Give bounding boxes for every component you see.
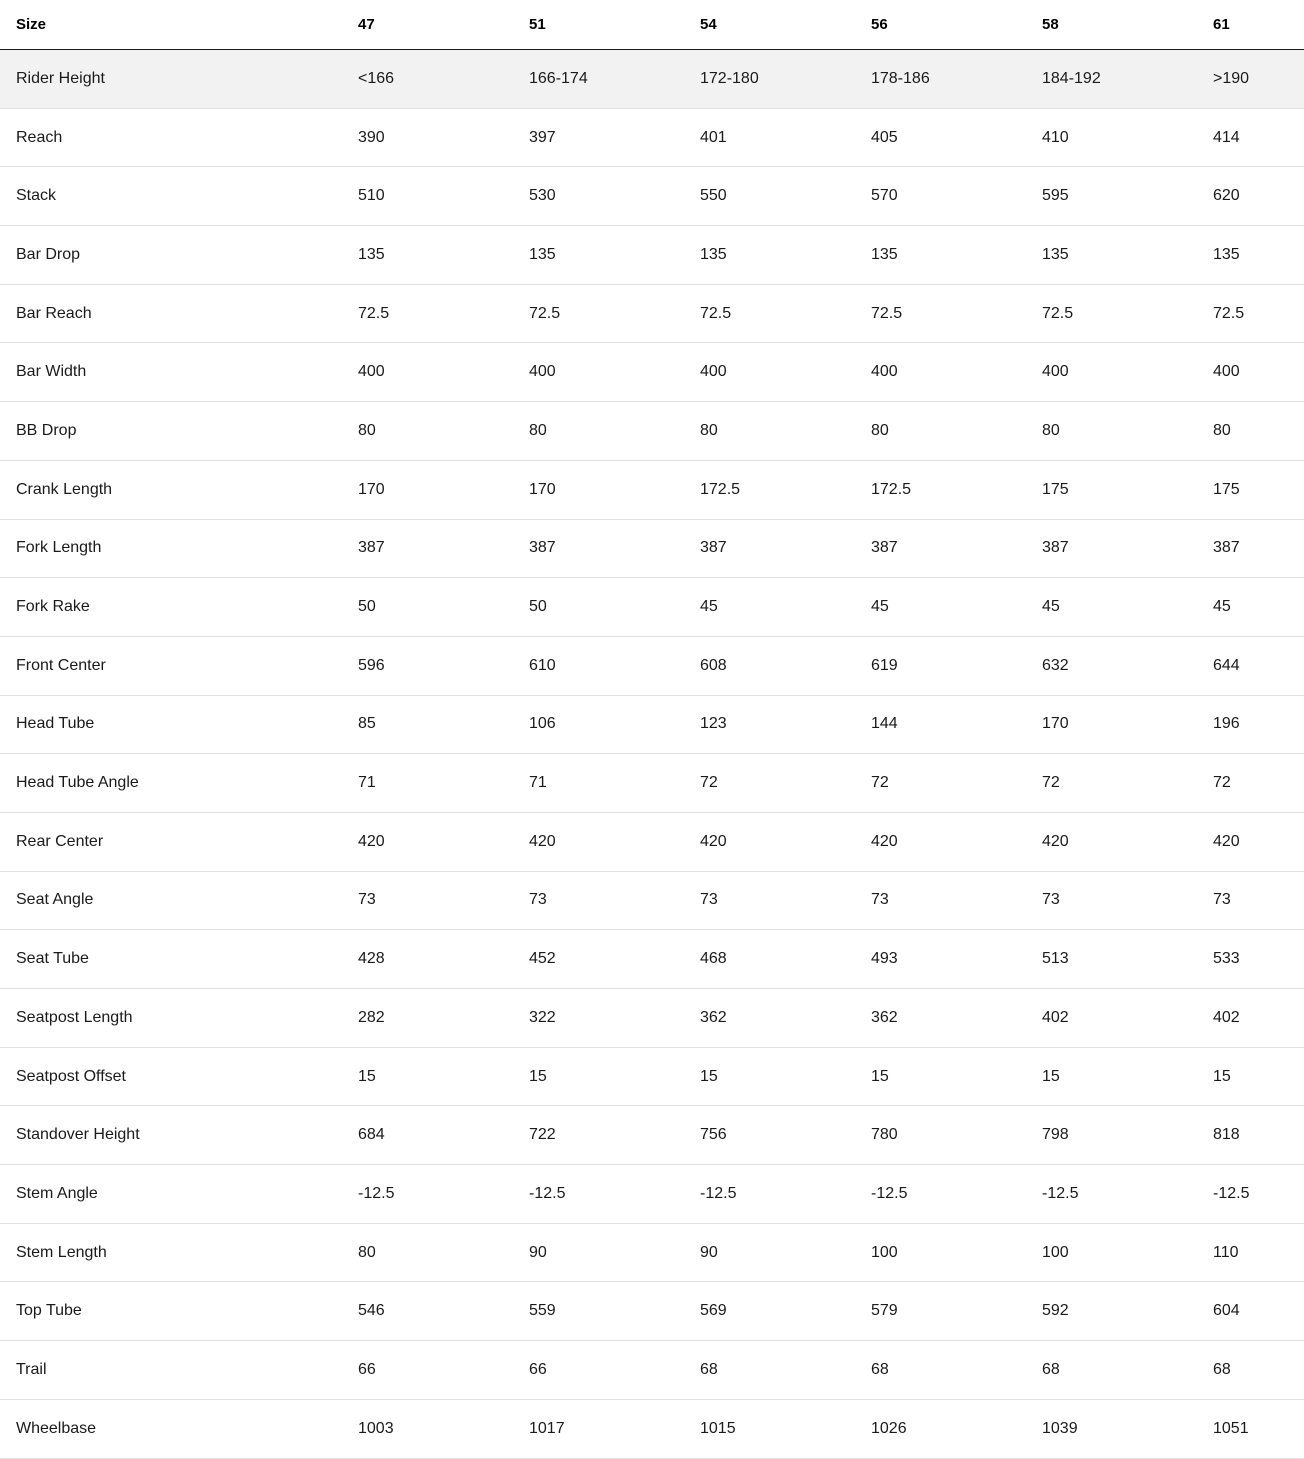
row-value: 632	[1042, 656, 1069, 674]
row-value: 15	[871, 1067, 889, 1085]
row-value: 608	[700, 656, 727, 674]
table-row	[0, 1341, 1304, 1400]
row-value: -12.5	[529, 1184, 566, 1202]
row-value: 100	[1042, 1243, 1069, 1261]
row-value: 72.5	[529, 304, 561, 322]
row-value: 68	[1213, 1360, 1231, 1378]
row-value: 72.5	[1213, 304, 1245, 322]
table-row	[0, 1282, 1304, 1341]
row-label: BB Drop	[16, 421, 77, 439]
row-value: 387	[1213, 539, 1240, 557]
row-value: 400	[1213, 363, 1240, 381]
row-value: 45	[1042, 598, 1060, 616]
header-size-58: 58	[1042, 16, 1059, 33]
row-value: 196	[1213, 715, 1240, 733]
table-row	[0, 872, 1304, 931]
row-value: 72.5	[871, 304, 903, 322]
row-value: 420	[1213, 832, 1240, 850]
row-value: 73	[871, 891, 889, 909]
row-value: 15	[1213, 1067, 1231, 1085]
row-value: 559	[529, 1302, 556, 1320]
row-value: 387	[700, 539, 727, 557]
row-label: Fork Length	[16, 539, 102, 557]
row-value: 397	[529, 128, 556, 146]
row-label: Bar Width	[16, 363, 87, 381]
row-value: 546	[358, 1302, 385, 1320]
row-value: 513	[1042, 950, 1069, 968]
row-value: 45	[871, 598, 889, 616]
row-value: 170	[529, 480, 556, 498]
row-value: 72.5	[700, 304, 732, 322]
table-row	[0, 1224, 1304, 1283]
row-value: 570	[871, 187, 898, 205]
row-value: 684	[358, 1126, 385, 1144]
row-value: 390	[358, 128, 385, 146]
row-value: 400	[529, 363, 556, 381]
row-value: 410	[1042, 128, 1069, 146]
row-value: 420	[871, 832, 898, 850]
row-value: 322	[529, 1008, 556, 1026]
row-value: 818	[1213, 1126, 1240, 1144]
row-value: 175	[1213, 480, 1240, 498]
row-value: -12.5	[358, 1184, 395, 1202]
row-label: Fork Rake	[16, 598, 90, 616]
row-label: Wheelbase	[16, 1419, 97, 1437]
row-value: 420	[1042, 832, 1069, 850]
row-value: 106	[529, 715, 556, 733]
row-value: 402	[1213, 1008, 1240, 1026]
row-label: Bar Drop	[16, 245, 81, 263]
row-value: 80	[700, 421, 718, 439]
row-value: 80	[529, 421, 547, 439]
row-value: 50	[529, 598, 547, 616]
row-value: 644	[1213, 656, 1240, 674]
row-value: 1017	[529, 1419, 565, 1437]
row-label: Bar Reach	[16, 304, 92, 322]
row-value: 428	[358, 950, 385, 968]
row-label: Seatpost Offset	[16, 1067, 126, 1085]
table-row	[0, 578, 1304, 637]
row-value: 1015	[700, 1419, 736, 1437]
row-value: 756	[700, 1126, 727, 1144]
row-value: 68	[700, 1360, 718, 1378]
table-row	[0, 1400, 1304, 1459]
row-value: 72.5	[358, 304, 390, 322]
row-label: Head Tube Angle	[16, 774, 139, 792]
row-value: 71	[529, 774, 547, 792]
row-value: 282	[358, 1008, 385, 1026]
header-size-label: Size	[16, 16, 47, 33]
row-value: 400	[1042, 363, 1069, 381]
row-value: 73	[700, 891, 718, 909]
table-row	[0, 50, 1304, 109]
row-value: 1039	[1042, 1419, 1078, 1437]
row-value: 172.5	[700, 480, 741, 498]
row-value: 530	[529, 187, 556, 205]
row-label: Seatpost Length	[16, 1008, 133, 1026]
row-label: Front Center	[16, 656, 106, 674]
row-value: 50	[358, 598, 376, 616]
table-row	[0, 696, 1304, 755]
row-value: 135	[529, 245, 556, 263]
row-value: 110	[1213, 1243, 1239, 1261]
row-value: 72	[1213, 774, 1231, 792]
row-value: 400	[871, 363, 898, 381]
row-value: 15	[700, 1067, 718, 1085]
row-value: 68	[1042, 1360, 1060, 1378]
row-value: 362	[700, 1008, 727, 1026]
row-value: 387	[529, 539, 556, 557]
row-label: Rear Center	[16, 832, 104, 850]
row-value: 172-180	[700, 69, 759, 87]
row-value: 1051	[1213, 1419, 1249, 1437]
table-row	[0, 109, 1304, 168]
table-body	[0, 50, 1304, 1459]
row-value: 135	[700, 245, 727, 263]
row-label: Stem Length	[16, 1243, 107, 1261]
row-value: 400	[700, 363, 727, 381]
table-row	[0, 285, 1304, 344]
row-value: 80	[358, 421, 376, 439]
row-value: 73	[529, 891, 547, 909]
row-value: 45	[1213, 598, 1231, 616]
table-row	[0, 167, 1304, 226]
row-label: Standover Height	[16, 1126, 140, 1144]
row-value: -12.5	[700, 1184, 737, 1202]
row-value: 722	[529, 1126, 556, 1144]
row-label: Rider Height	[16, 69, 105, 87]
row-value: 533	[1213, 950, 1240, 968]
row-value: -12.5	[1213, 1184, 1250, 1202]
row-value: 387	[871, 539, 898, 557]
header-size-56: 56	[871, 16, 888, 33]
row-value: 71	[358, 774, 376, 792]
row-value: 80	[1213, 421, 1231, 439]
table-row	[0, 520, 1304, 579]
row-value: 387	[1042, 539, 1069, 557]
row-value: 420	[700, 832, 727, 850]
row-value: 569	[700, 1302, 727, 1320]
row-value: 595	[1042, 187, 1069, 205]
row-value: 1003	[358, 1419, 394, 1437]
row-value: 68	[871, 1360, 889, 1378]
row-value: 15	[358, 1067, 376, 1085]
row-value: 80	[1042, 421, 1060, 439]
row-label: Reach	[16, 128, 63, 146]
row-value: 45	[700, 598, 718, 616]
row-value: 798	[1042, 1126, 1069, 1144]
row-value: 144	[871, 715, 898, 733]
row-value: 72	[871, 774, 889, 792]
row-value: 72	[1042, 774, 1060, 792]
row-value: 66	[529, 1360, 547, 1378]
row-value: -12.5	[1042, 1184, 1079, 1202]
header-size-54: 54	[700, 16, 717, 33]
row-value: >190	[1213, 69, 1250, 87]
row-value: 15	[529, 1067, 547, 1085]
row-value: 15	[1042, 1067, 1060, 1085]
table-row	[0, 402, 1304, 461]
row-value: 619	[871, 656, 898, 674]
row-value: 604	[1213, 1302, 1240, 1320]
row-value: 90	[700, 1243, 718, 1261]
row-label: Stack	[16, 187, 57, 205]
row-value: 175	[1042, 480, 1069, 498]
row-value: 362	[871, 1008, 898, 1026]
table-row	[0, 989, 1304, 1048]
row-value: 80	[871, 421, 889, 439]
table-row	[0, 637, 1304, 696]
row-value: 73	[1042, 891, 1060, 909]
row-value: 1026	[871, 1419, 907, 1437]
row-value: 468	[700, 950, 727, 968]
row-value: 387	[358, 539, 385, 557]
row-value: 135	[1042, 245, 1069, 263]
table-row	[0, 1048, 1304, 1107]
row-value: 550	[700, 187, 727, 205]
header-size-61: 61	[1213, 16, 1230, 33]
row-label: Seat Tube	[16, 950, 89, 968]
row-value: 184-192	[1042, 69, 1101, 87]
table-row	[0, 930, 1304, 989]
row-value: 405	[871, 128, 898, 146]
table-row	[0, 754, 1304, 813]
row-label: Head Tube	[16, 715, 95, 733]
row-label: Top Tube	[16, 1302, 82, 1320]
row-value: 135	[871, 245, 898, 263]
row-label: Seat Angle	[16, 891, 94, 909]
row-label: Trail	[16, 1360, 47, 1378]
row-value: 135	[358, 245, 385, 263]
row-value: 610	[529, 656, 556, 674]
row-value: 135	[1213, 245, 1240, 263]
row-label: Stem Angle	[16, 1184, 98, 1202]
table-row	[0, 1165, 1304, 1224]
row-value: 493	[871, 950, 898, 968]
row-value: 85	[358, 715, 376, 733]
row-value: 66	[358, 1360, 376, 1378]
table-row	[0, 813, 1304, 872]
row-value: 620	[1213, 187, 1240, 205]
row-value: 90	[529, 1243, 547, 1261]
row-label: Crank Length	[16, 480, 113, 498]
table-header-row	[0, 0, 1304, 50]
table-row	[0, 1106, 1304, 1165]
row-value: 420	[358, 832, 385, 850]
row-value: 420	[529, 832, 556, 850]
row-value: 596	[358, 656, 385, 674]
row-value: 172.5	[871, 480, 912, 498]
row-value: <166	[358, 69, 395, 87]
row-value: 400	[358, 363, 385, 381]
table-row	[0, 461, 1304, 520]
row-value: 166-174	[529, 69, 588, 87]
row-value: 592	[1042, 1302, 1069, 1320]
row-value: 80	[358, 1243, 376, 1261]
row-value: 170	[1042, 715, 1069, 733]
row-value: 178-186	[871, 69, 930, 87]
row-value: 73	[1213, 891, 1231, 909]
row-value: 510	[358, 187, 385, 205]
row-value: 452	[529, 950, 556, 968]
row-value: -12.5	[871, 1184, 908, 1202]
row-value: 72.5	[1042, 304, 1074, 322]
row-value: 579	[871, 1302, 898, 1320]
row-value: 100	[871, 1243, 898, 1261]
row-value: 780	[871, 1126, 898, 1144]
row-value: 73	[358, 891, 376, 909]
row-value: 170	[358, 480, 385, 498]
header-size-51: 51	[529, 16, 546, 33]
table-row	[0, 226, 1304, 285]
row-value: 401	[700, 128, 727, 146]
table-row	[0, 343, 1304, 402]
row-value: 402	[1042, 1008, 1069, 1026]
header-size-47: 47	[358, 16, 375, 33]
row-value: 72	[700, 774, 718, 792]
row-value: 414	[1213, 128, 1240, 146]
row-value: 123	[700, 715, 727, 733]
